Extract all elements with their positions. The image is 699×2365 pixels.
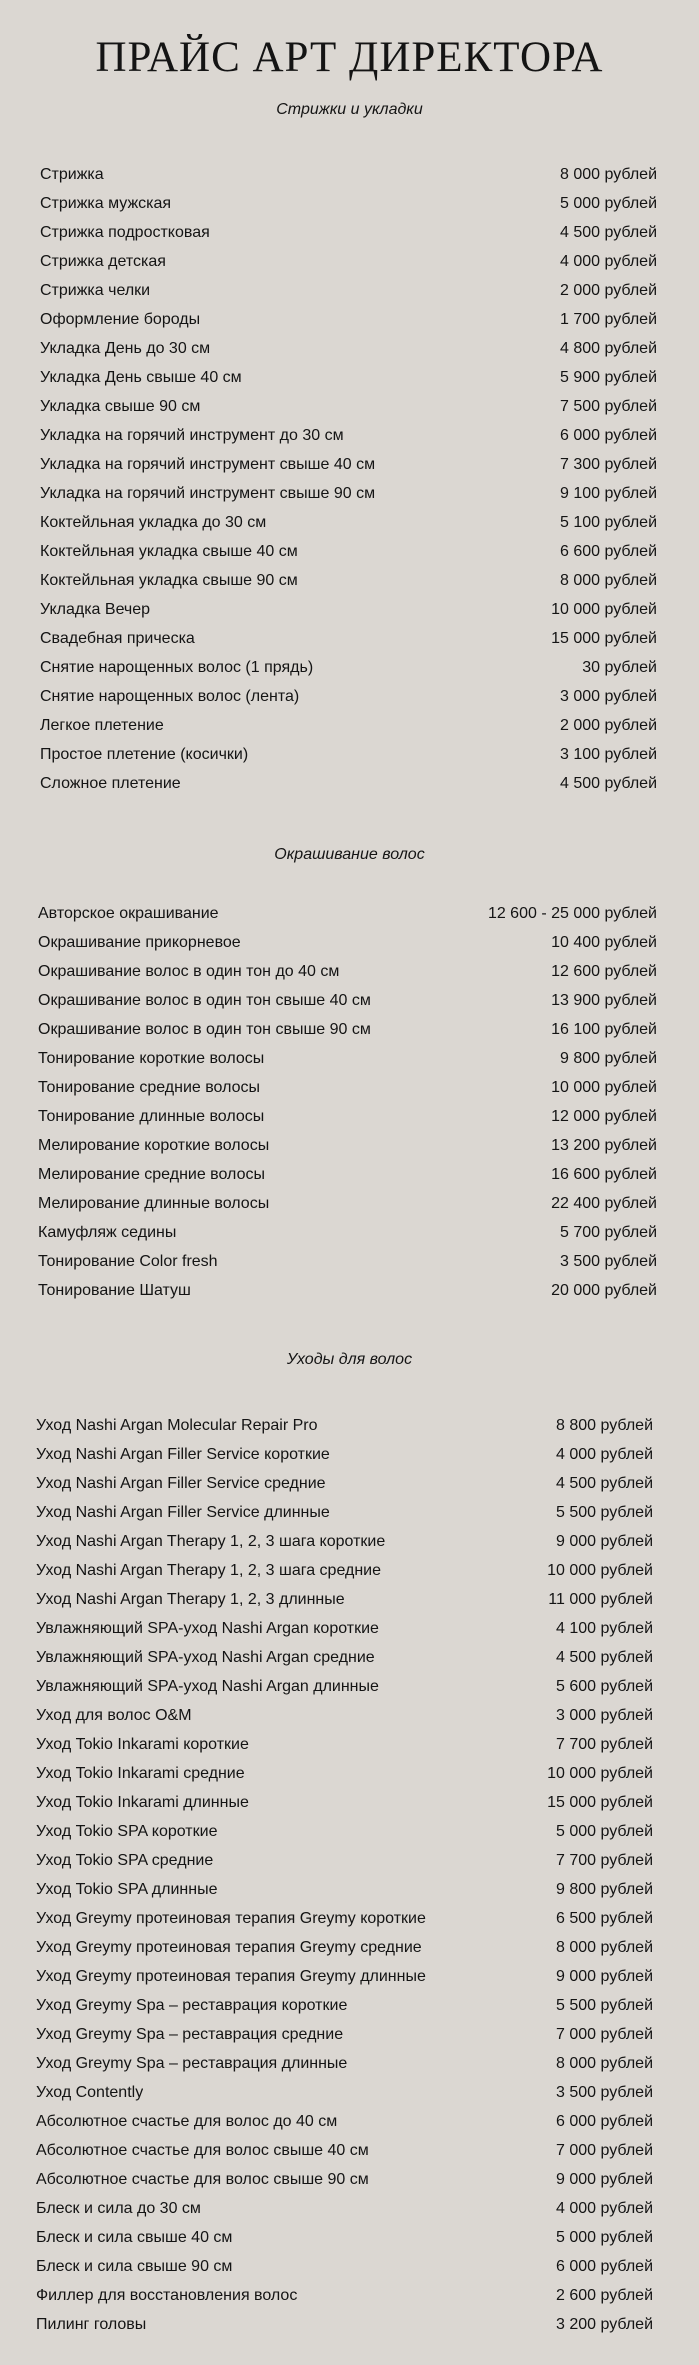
price-row — [38, 899, 657, 928]
service-name: Уход Tokio Inkarami длинные — [36, 1794, 249, 1811]
service-name: Укладка свыше 90 см — [40, 398, 201, 415]
service-name: Уход Nashi Argan Filler Service средние — [36, 1475, 326, 1492]
service-name: Филлер для восстановления волос — [36, 2287, 298, 2304]
price-row — [36, 1759, 653, 1788]
price-row — [40, 160, 657, 189]
service-price: 3 500 рублей — [560, 1253, 657, 1270]
service-price: 9 000 рублей — [556, 2171, 653, 2188]
price-row — [36, 1411, 653, 1440]
price-row — [40, 769, 657, 798]
price-row — [38, 1160, 657, 1189]
service-name: Уход Nashi Argan Filler Service короткие — [36, 1446, 330, 1463]
service-price: 10 000 рублей — [547, 1765, 653, 1782]
service-name: Укладка на горячий инструмент до 30 см — [40, 427, 344, 444]
service-price: 8 800 рублей — [556, 1417, 653, 1434]
service-price: 9 800 рублей — [556, 1881, 653, 1898]
service-name: Окрашивание волос в один тон свыше 90 см — [38, 1021, 371, 1038]
service-price: 2 000 рублей — [560, 282, 657, 299]
service-name: Стрижка мужская — [40, 195, 172, 212]
price-row — [36, 1817, 653, 1846]
price-row — [38, 1276, 657, 1305]
service-name: Уход Greymy протеиновая терапия Greymy средние — [36, 1939, 422, 1956]
service-name: Уход для волос O&M — [36, 1707, 192, 1724]
service-name: Укладка на горячий инструмент свыше 40 см — [40, 456, 376, 473]
price-row — [36, 2194, 653, 2223]
service-price: 10 000 рублей — [547, 1562, 653, 1579]
service-price: 4 500 рублей — [560, 224, 657, 241]
service-price: 7 000 рублей — [556, 2026, 653, 2043]
service-name: Уход Greymy Spa – реставрация короткие — [36, 1997, 348, 2014]
service-name: Окрашивание волос в один тон свыше 40 см — [38, 992, 371, 1009]
service-name: Мелирование длинные волосы — [38, 1195, 270, 1212]
service-price: 15 000 рублей — [547, 1794, 653, 1811]
service-name: Уход Greymy протеиновая терапия Greymy короткие — [36, 1910, 426, 1927]
service-price: 4 100 рублей — [556, 1620, 653, 1637]
service-name: Стрижка — [40, 166, 104, 183]
service-price: 5 900 рублей — [560, 369, 657, 386]
service-price: 8 000 рублей — [556, 1939, 653, 1956]
service-price: 16 100 рублей — [551, 1021, 657, 1038]
service-price: 7 700 рублей — [556, 1852, 653, 1869]
price-row — [38, 986, 657, 1015]
service-price: 10 400 рублей — [551, 934, 657, 951]
price-list-coloring — [38, 899, 657, 1305]
service-price: 5 500 рублей — [556, 1504, 653, 1521]
service-price: 9 000 рублей — [556, 1533, 653, 1550]
service-name: Мелирование короткие волосы — [38, 1137, 270, 1154]
service-price: 9 800 рублей — [560, 1050, 657, 1067]
service-price: 1 700 рублей — [560, 311, 657, 328]
price-row — [38, 1044, 657, 1073]
service-name: Уход Tokio SPA средние — [36, 1852, 214, 1869]
service-price: 6 000 рублей — [560, 427, 657, 444]
service-name: Увлажняющий SPA-уход Nashi Argan длинные — [36, 1678, 379, 1695]
price-row — [36, 1643, 653, 1672]
price-row — [36, 1788, 653, 1817]
price-row — [36, 1701, 653, 1730]
service-name: Блеск и сила до 30 см — [36, 2200, 201, 2217]
price-row — [36, 1556, 653, 1585]
service-name: Блеск и сила свыше 40 см — [36, 2229, 233, 2246]
service-price: 9 100 рублей — [560, 485, 657, 502]
price-row — [40, 305, 657, 334]
service-price: 6 000 рублей — [556, 2113, 653, 2130]
price-row — [40, 334, 657, 363]
service-name: Уход Nashi Argan Therapy 1, 2, 3 шага средние — [36, 1562, 381, 1579]
price-row — [40, 595, 657, 624]
price-row — [36, 1440, 653, 1469]
price-row — [38, 1247, 657, 1276]
service-name: Уход Contently — [36, 2084, 144, 2101]
price-row — [40, 189, 657, 218]
service-price: 7 700 рублей — [556, 1736, 653, 1753]
price-row — [40, 450, 657, 479]
price-row — [36, 2281, 653, 2310]
price-row — [36, 1962, 653, 1991]
service-name: Уход Tokio Inkarami средние — [36, 1765, 245, 1782]
service-name: Абсолютное счастье для волос свыше 40 см — [36, 2142, 369, 2159]
service-name: Тонирование Color fresh — [38, 1253, 218, 1270]
section-title-haircuts: Стрижки и укладки — [276, 101, 423, 118]
service-name: Уход Nashi Argan Molecular Repair Pro — [36, 1417, 318, 1434]
service-name: Стрижка подростковая — [40, 224, 210, 241]
service-name: Мелирование средние волосы — [38, 1166, 265, 1183]
price-row — [40, 363, 657, 392]
price-row — [36, 1527, 653, 1556]
price-row — [38, 1218, 657, 1247]
price-row — [36, 2020, 653, 2049]
price-row — [36, 2252, 653, 2281]
page-title: ПРАЙС АРТ ДИРЕКТОРА — [95, 34, 604, 81]
service-name: Камуфляж седины — [38, 1224, 177, 1241]
service-price: 4 000 рублей — [556, 2200, 653, 2217]
service-price: 10 000 рублей — [551, 601, 657, 618]
service-price: 20 000 рублей — [551, 1282, 657, 1299]
service-price: 6 500 рублей — [556, 1910, 653, 1927]
service-price: 5 000 рублей — [556, 1823, 653, 1840]
price-row — [40, 218, 657, 247]
service-price: 8 000 рублей — [556, 2055, 653, 2072]
service-name: Тонирование Шатуш — [38, 1282, 191, 1299]
service-price: 3 000 рублей — [556, 1707, 653, 1724]
service-name: Стрижка детская — [40, 253, 166, 270]
section-title-care: Уходы для волос — [286, 1351, 413, 1368]
price-row — [40, 566, 657, 595]
service-price: 7 500 рублей — [560, 398, 657, 415]
service-price: 2 600 рублей — [556, 2287, 653, 2304]
service-price: 4 000 рублей — [560, 253, 657, 270]
price-row — [36, 1672, 653, 1701]
price-row — [36, 1846, 653, 1875]
service-name: Уход Greymy Spa – реставрация средние — [36, 2026, 344, 2043]
service-price: 5 100 рублей — [560, 514, 657, 531]
price-row — [36, 2223, 653, 2252]
service-price: 10 000 рублей — [551, 1079, 657, 1096]
price-row — [40, 479, 657, 508]
price-row — [36, 1469, 653, 1498]
price-row — [40, 682, 657, 711]
service-name: Уход Tokio SPA длинные — [36, 1881, 218, 1898]
price-row — [40, 624, 657, 653]
service-price: 9 000 рублей — [556, 1968, 653, 1985]
price-row — [40, 276, 657, 305]
price-row — [36, 1991, 653, 2020]
service-price: 5 500 рублей — [556, 1997, 653, 2014]
service-price: 12 600 - 25 000 рублей — [487, 905, 657, 922]
service-name: Легкое плетение — [40, 717, 164, 734]
service-name: Свадебная прическа — [40, 630, 195, 647]
service-price: 12 600 рублей — [551, 963, 657, 980]
service-price: 11 000 рублей — [548, 1591, 653, 1608]
service-price: 13 900 рублей — [551, 992, 657, 1009]
service-name: Уход Nashi Argan Therapy 1, 2, 3 длинные — [36, 1591, 345, 1608]
service-price: 2 000 рублей — [560, 717, 657, 734]
service-price: 13 200 рублей — [551, 1137, 657, 1154]
service-name: Уход Greymy протеиновая терапия Greymy длинные — [36, 1968, 426, 1985]
service-name: Тонирование короткие волосы — [38, 1050, 265, 1067]
service-name: Абсолютное счастье для волос до 40 см — [36, 2113, 338, 2130]
service-name: Снятие нарощенных волос (1 прядь) — [40, 659, 314, 676]
service-name: Уход Greymy Spa – реставрация длинные — [36, 2055, 348, 2072]
price-row — [40, 711, 657, 740]
service-name: Уход Nashi Argan Therapy 1, 2, 3 шага короткие — [36, 1533, 386, 1550]
service-name: Блеск и сила свыше 90 см — [36, 2258, 233, 2275]
service-price: 4 800 рублей — [560, 340, 657, 357]
service-name: Сложное плетение — [40, 775, 181, 792]
price-row — [40, 421, 657, 450]
price-row — [38, 1102, 657, 1131]
service-price: 8 000 рублей — [560, 572, 657, 589]
service-name: Окрашивание прикорневое — [38, 934, 241, 951]
service-name: Стрижка челки — [40, 282, 151, 299]
service-name: Уход Tokio Inkarami короткие — [36, 1736, 249, 1753]
price-row — [36, 1614, 653, 1643]
service-name: Уход Nashi Argan Filler Service длинные — [36, 1504, 330, 1521]
price-row — [40, 537, 657, 566]
service-price: 5 600 рублей — [556, 1678, 653, 1695]
price-row — [36, 1933, 653, 1962]
service-price: 5 000 рублей — [556, 2229, 653, 2246]
price-row — [36, 2107, 653, 2136]
service-price: 16 600 рублей — [551, 1166, 657, 1183]
price-row — [38, 1015, 657, 1044]
price-row — [36, 2165, 653, 2194]
price-row — [36, 1585, 653, 1614]
price-row — [40, 740, 657, 769]
service-name: Коктейльная укладка до 30 см — [40, 514, 267, 531]
price-row — [36, 1498, 653, 1527]
service-price: 5 000 рублей — [560, 195, 657, 212]
price-row — [38, 957, 657, 986]
price-row — [38, 928, 657, 957]
service-price: 4 000 рублей — [556, 1446, 653, 1463]
service-name: Коктейльная укладка свыше 90 см — [40, 572, 298, 589]
service-name: Укладка на горячий инструмент свыше 90 см — [40, 485, 376, 502]
service-name: Уход Tokio SPA короткие — [36, 1823, 218, 1840]
service-name: Абсолютное счастье для волос свыше 90 см — [36, 2171, 369, 2188]
service-price: 3 200 рублей — [556, 2316, 653, 2333]
service-price: 4 500 рублей — [556, 1475, 653, 1492]
service-name: Авторское окрашивание — [38, 905, 219, 922]
price-row — [38, 1131, 657, 1160]
service-name: Оформление бороды — [40, 311, 201, 328]
price-list-care — [36, 1411, 653, 2339]
service-price: 4 500 рублей — [556, 1649, 653, 1666]
price-row — [38, 1073, 657, 1102]
service-price: 4 500 рублей — [560, 775, 657, 792]
service-name: Коктейльная укладка свыше 40 см — [40, 543, 298, 560]
price-row — [36, 1904, 653, 1933]
price-row — [38, 1189, 657, 1218]
price-row — [36, 1730, 653, 1759]
price-list-haircuts — [40, 160, 657, 798]
service-price: 3 100 рублей — [560, 746, 657, 763]
service-price: 22 400 рублей — [551, 1195, 657, 1212]
service-price: 6 600 рублей — [560, 543, 657, 560]
service-name: Простое плетение (косички) — [40, 746, 249, 763]
service-price: 30 рублей — [582, 659, 657, 676]
service-name: Увлажняющий SPA-уход Nashi Argan короткие — [36, 1620, 379, 1637]
price-row — [40, 247, 657, 276]
service-price: 6 000 рублей — [556, 2258, 653, 2275]
price-row — [40, 653, 657, 682]
service-name: Пилинг головы — [36, 2316, 147, 2333]
service-price: 3 500 рублей — [556, 2084, 653, 2101]
service-name: Укладка День свыше 40 см — [40, 369, 242, 386]
service-name: Укладка День до 30 см — [40, 340, 211, 357]
service-name: Снятие нарощенных волос (лента) — [40, 688, 300, 705]
price-row — [40, 508, 657, 537]
price-row — [36, 2310, 653, 2339]
service-price: 12 000 рублей — [551, 1108, 657, 1125]
service-name: Тонирование длинные волосы — [38, 1108, 265, 1125]
price-row — [36, 2078, 653, 2107]
service-name: Укладка Вечер — [40, 601, 151, 618]
service-price: 7 300 рублей — [560, 456, 657, 473]
service-name: Окрашивание волос в один тон до 40 см — [38, 963, 340, 980]
price-row — [40, 392, 657, 421]
service-name: Увлажняющий SPA-уход Nashi Argan средние — [36, 1649, 375, 1666]
service-price: 8 000 рублей — [560, 166, 657, 183]
service-price: 5 700 рублей — [560, 1224, 657, 1241]
service-price: 7 000 рублей — [556, 2142, 653, 2159]
service-price: 3 000 рублей — [560, 688, 657, 705]
service-name: Тонирование средние волосы — [38, 1079, 261, 1096]
price-row — [36, 2049, 653, 2078]
section-title-coloring: Окрашивание волос — [274, 846, 425, 863]
price-row — [36, 1875, 653, 1904]
service-price: 15 000 рублей — [551, 630, 657, 647]
price-row — [36, 2136, 653, 2165]
